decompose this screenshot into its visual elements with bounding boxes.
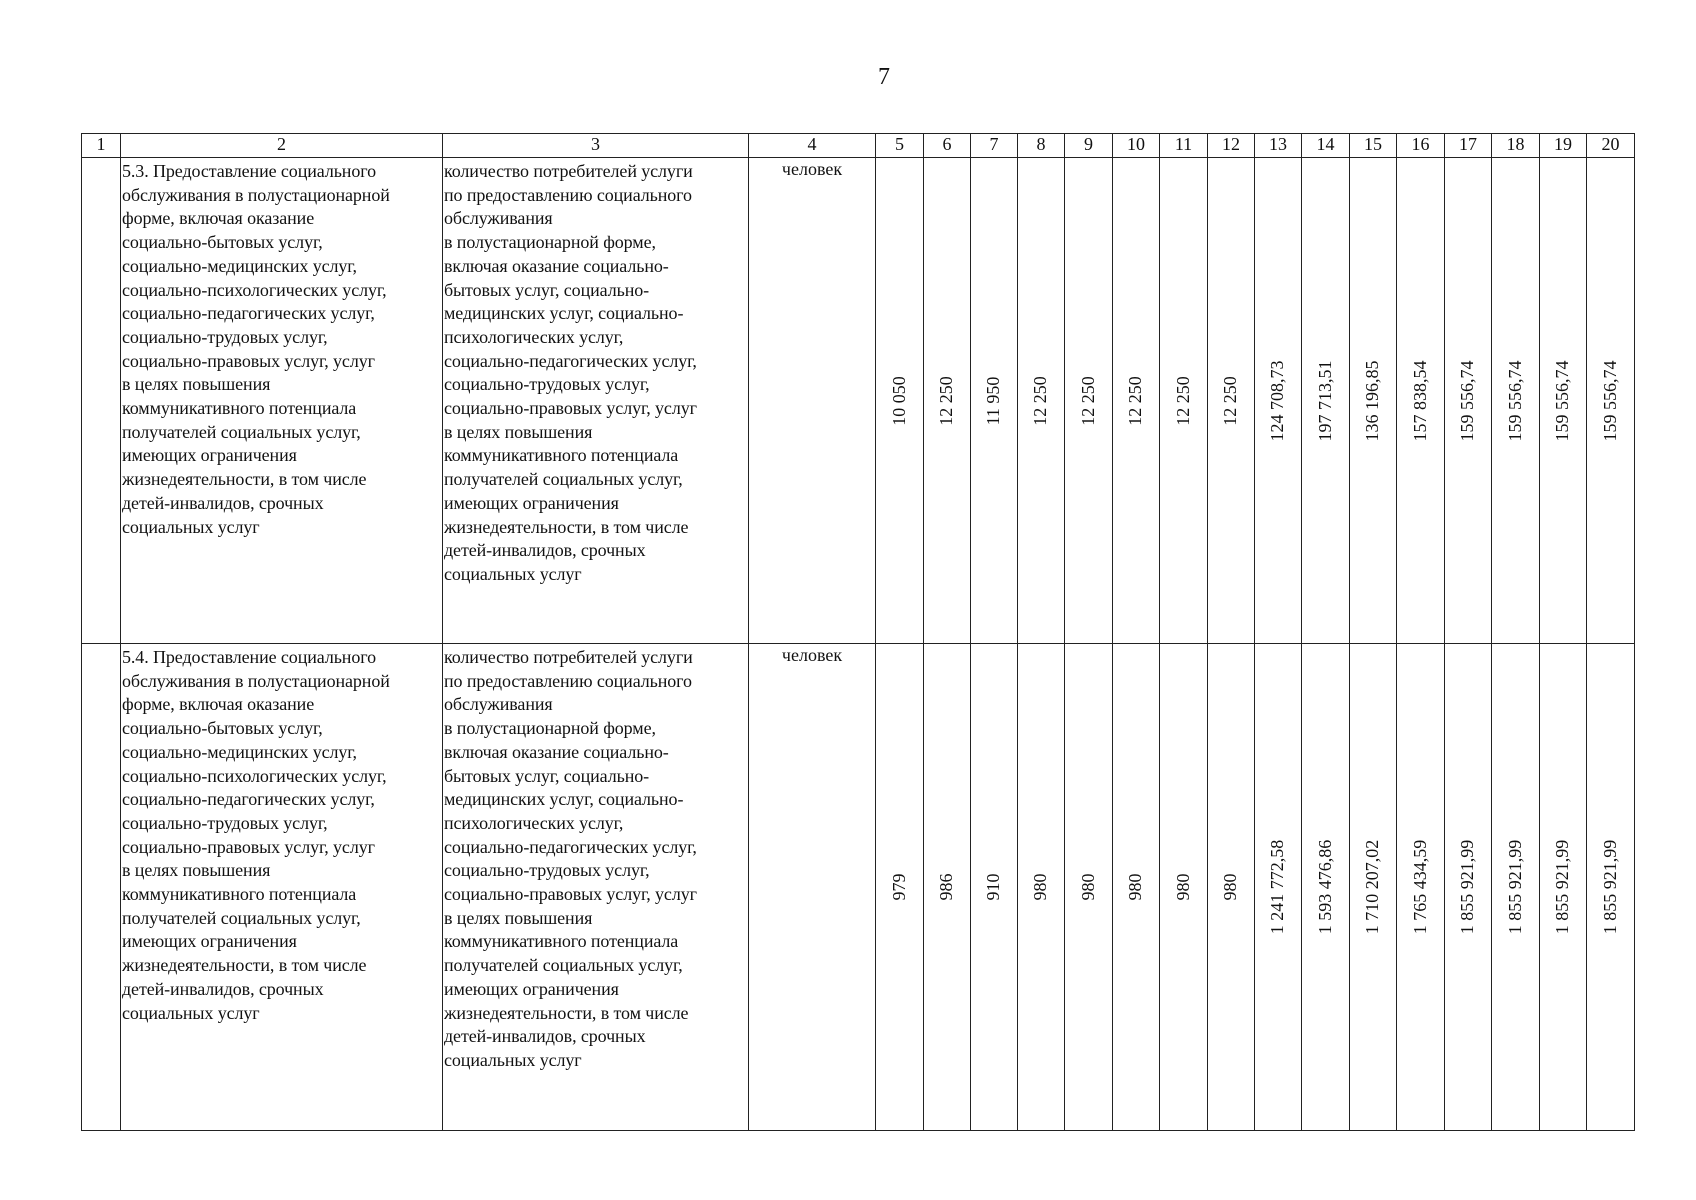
value-cell	[1255, 644, 1302, 1131]
value: 986	[936, 873, 957, 901]
value: 979	[888, 873, 909, 901]
column-number: 8	[1018, 134, 1065, 158]
column-number: 9	[1065, 134, 1113, 158]
value-cell	[1540, 644, 1587, 1131]
value-cell	[1255, 158, 1302, 644]
value-cell	[1302, 644, 1350, 1131]
column-number: 19	[1540, 134, 1587, 158]
service-name-cell	[121, 644, 443, 1131]
value-cell	[1397, 158, 1445, 644]
column-number: 5	[876, 134, 924, 158]
value-cell	[1540, 158, 1587, 644]
value: 197 713,51	[1314, 360, 1335, 441]
table-row	[82, 644, 1635, 1131]
value: 12 250	[936, 375, 957, 426]
value: 980	[1220, 873, 1241, 901]
value-cell	[876, 644, 924, 1131]
value: 159 556,74	[1599, 360, 1620, 441]
value-cell	[1208, 158, 1255, 644]
value: 159 556,74	[1457, 360, 1478, 441]
value: 910	[983, 873, 1004, 901]
indicator-name: количество потребителей услуги по предоставлению социального обслуживания в полустационарной форме, включая оказание социально- бытовых услуг, социально- медицинских услуг, социально- психологических услуг, социально-педагогических услуг, социально-трудовых услуг, социально-правовых услуг, услуг в целях повышения коммуникативного потенциала получателей социальных услуг, имеющих ограничения жизнедеятельности, в том числе детей-инвалидов, срочных социальных услуг	[444, 161, 697, 584]
value: 136 196,85	[1362, 360, 1383, 441]
table-row	[82, 158, 1635, 644]
value-cell	[1160, 158, 1208, 644]
value-cell	[1113, 644, 1160, 1131]
service-name: 5.4. Предоставление социального обслуживания в полустационарной форме, включая оказание социально-бытовых услуг, социально-медицинских услуг, социально-психологических услуг, социально-педагогических услуг, социально-трудовых услуг, социально-правовых услуг, услуг в целях повышения коммуникативного потенциала получателей социальных услуг, имеющих ограничения жизнедеятельности, в том числе детей-инвалидов, срочных социальных услуг	[122, 647, 390, 1023]
value: 980	[1030, 873, 1051, 901]
value-cell	[1445, 158, 1492, 644]
value: 159 556,74	[1552, 360, 1573, 441]
column-number: 15	[1350, 134, 1397, 158]
column-number: 11	[1160, 134, 1208, 158]
value: 12 250	[1077, 375, 1098, 426]
value-cell	[1018, 644, 1065, 1131]
value-cell	[1492, 158, 1540, 644]
value: 980	[1125, 873, 1146, 901]
row-number-cell	[82, 644, 121, 1131]
value-cell	[1160, 644, 1208, 1131]
unit-cell: человек	[749, 644, 876, 1131]
value-cell	[1445, 644, 1492, 1131]
value: 1 855 921,99	[1599, 839, 1620, 935]
column-number: 14	[1302, 134, 1350, 158]
value-cell	[1492, 644, 1540, 1131]
value: 12 250	[1220, 375, 1241, 426]
value-cell	[1350, 644, 1397, 1131]
value-cell	[1587, 644, 1635, 1131]
value-cell	[1397, 644, 1445, 1131]
value: 1 855 921,99	[1552, 839, 1573, 935]
value: 1 765 434,59	[1409, 839, 1430, 935]
value: 1 855 921,99	[1504, 839, 1525, 935]
column-number: 1	[82, 134, 121, 158]
value-cell	[1065, 158, 1113, 644]
value-cell	[1208, 644, 1255, 1131]
row-number-cell	[82, 158, 121, 644]
value: 124 708,73	[1267, 360, 1288, 441]
value: 11 950	[983, 376, 1004, 425]
value: 1 710 207,02	[1362, 839, 1383, 935]
data-table	[81, 133, 1635, 1131]
value: 157 838,54	[1409, 360, 1430, 441]
header-row	[82, 134, 1635, 158]
value-cell	[971, 158, 1018, 644]
value-cell	[971, 644, 1018, 1131]
value: 980	[1077, 873, 1098, 901]
value-cell	[1065, 644, 1113, 1131]
indicator-name: количество потребителей услуги по предоставлению социального обслуживания в полустационарной форме, включая оказание социально- бытовых услуг, социально- медицинских услуг, социально- психологических услуг, социально-педагогических услуг, социально-трудовых услуг, социально-правовых услуг, услуг в целях повышения коммуникативного потенциала получателей социальных услуг, имеющих ограничения жизнедеятельности, в том числе детей-инвалидов, срочных социальных услуг	[444, 647, 697, 1070]
value: 12 250	[1172, 375, 1193, 426]
page-number: 7	[878, 64, 890, 90]
column-number: 3	[443, 134, 749, 158]
column-number: 7	[971, 134, 1018, 158]
service-name-cell	[121, 158, 443, 644]
column-number: 6	[924, 134, 971, 158]
value-cell	[876, 158, 924, 644]
value-cell	[924, 158, 971, 644]
value: 980	[1172, 873, 1193, 901]
value-cell	[1302, 158, 1350, 644]
value-cell	[924, 644, 971, 1131]
column-number: 10	[1113, 134, 1160, 158]
column-number: 13	[1255, 134, 1302, 158]
service-name: 5.3. Предоставление социального обслуживания в полустационарной форме, включая оказание социально-бытовых услуг, социально-медицинских услуг, социально-психологических услуг, социально-педагогических услуг, социально-трудовых услуг, социально-правовых услуг, услуг в целях повышения коммуникативного потенциала получателей социальных услуг, имеющих ограничения жизнедеятельности, в том числе детей-инвалидов, срочных социальных услуг	[122, 161, 390, 537]
column-number: 4	[749, 134, 876, 158]
value-cell	[1018, 158, 1065, 644]
value: 1 241 772,58	[1267, 839, 1288, 935]
column-number: 12	[1208, 134, 1255, 158]
value: 12 250	[1125, 375, 1146, 426]
column-number: 16	[1397, 134, 1445, 158]
column-number: 2	[121, 134, 443, 158]
value-cell	[1350, 158, 1397, 644]
indicator-cell	[443, 158, 749, 644]
value: 1 593 476,86	[1314, 839, 1335, 935]
value-cell	[1587, 158, 1635, 644]
value: 1 855 921,99	[1457, 839, 1478, 935]
value: 12 250	[1030, 375, 1051, 426]
unit-cell: человек	[749, 158, 876, 644]
value: 159 556,74	[1504, 360, 1525, 441]
column-number: 20	[1587, 134, 1635, 158]
indicator-cell	[443, 644, 749, 1131]
value: 10 050	[888, 375, 909, 426]
value-cell	[1113, 158, 1160, 644]
column-number: 17	[1445, 134, 1492, 158]
column-number: 18	[1492, 134, 1540, 158]
